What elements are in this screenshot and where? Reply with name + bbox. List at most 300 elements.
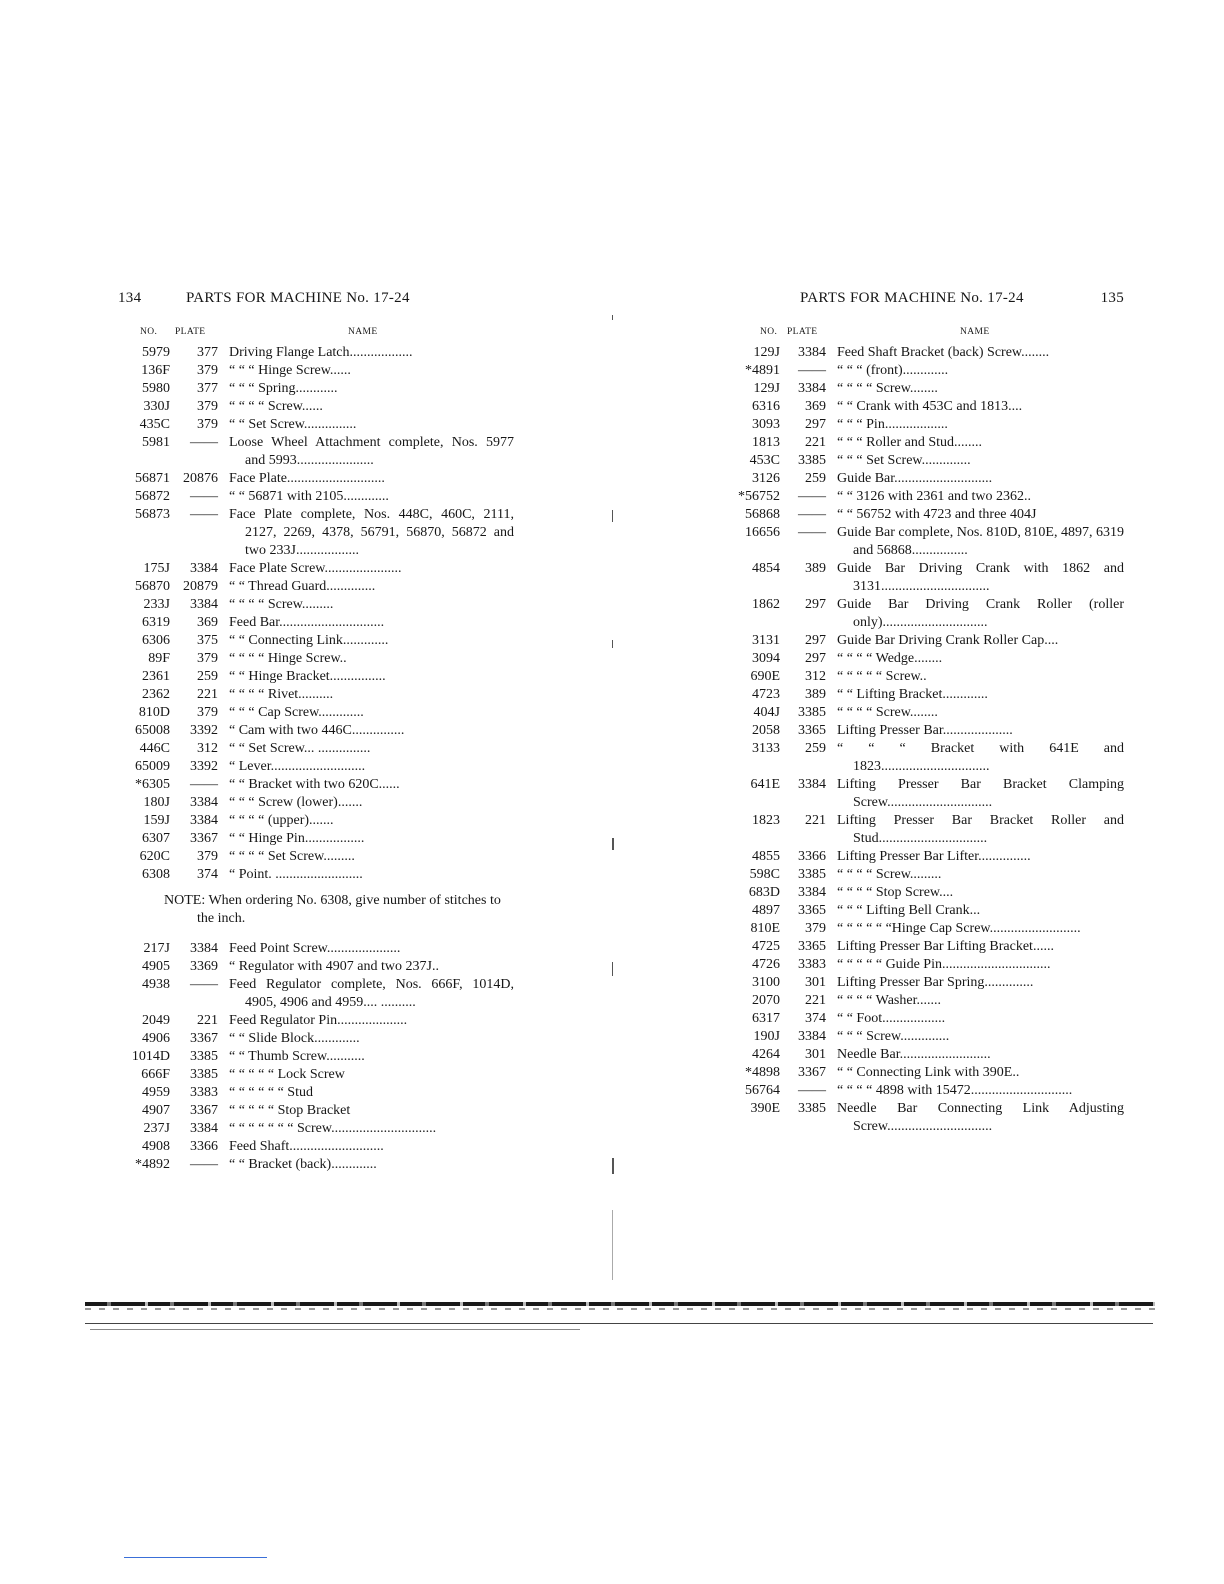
plate-number: 3384 [798,381,826,396]
part-name: Feed Regulator complete, Nos. 666F, 1014D, 4905, 4906 and 4959.... .......... [229,977,514,1010]
plate-number: 389 [805,687,826,702]
plate-number: 297 [805,633,826,648]
part-number: 641E [750,777,780,792]
table-row [118,1102,514,1120]
part-number: 1862 [752,597,780,612]
right-page-header [728,290,1124,312]
table-row [728,506,1124,524]
part-number: 159J [143,813,170,828]
plate-number: 3384 [190,561,218,576]
table-row [728,470,1124,488]
ordering-note: NOTE: When ordering No. 6308, give number of stitches to the inch. [164,893,501,926]
table-row [728,362,1124,380]
plate-number: 259 [197,669,218,684]
part-number: 435C [139,417,170,432]
part-number: 446C [139,741,170,756]
table-row [118,1156,514,1174]
part-name: “ “ “ “ “ “ “ Screw.............................. [229,1121,437,1136]
table-row [118,506,514,560]
part-name: Lifting Presser Bar Lifter............... [837,849,1031,864]
plate-number: 3367 [190,1103,218,1118]
table-row [728,1100,1124,1136]
part-number: 6306 [142,633,170,648]
part-number: 2361 [142,669,170,684]
table-row [728,632,1124,650]
part-number: 666F [141,1067,170,1082]
part-name: “ “ 56752 with 4723 and three 404J [837,507,1037,522]
plate-number: 379 [805,921,826,936]
part-number: 4726 [752,957,780,972]
table-row [118,362,514,380]
table-row [118,830,514,848]
plate-number: 3366 [798,849,826,864]
plate-number: —— [798,1083,826,1098]
plate-number: 369 [805,399,826,414]
part-name: “ “ Slide Block............. [229,1031,360,1046]
part-name: Guide Bar Driving Crank Roller Cap.... [837,633,1059,648]
table-row [728,524,1124,560]
table-row [118,1048,514,1066]
table-row [118,704,514,722]
part-number: *4898 [745,1065,780,1080]
part-number: 6316 [752,399,780,414]
part-name: Feed Regulator Pin.................... [229,1013,408,1028]
plate-number: 374 [805,1011,826,1026]
plate-number: 259 [805,741,826,756]
part-number: 136F [141,363,170,378]
table-row [728,668,1124,686]
plate-number: 3384 [190,1121,218,1136]
plate-number: 379 [197,849,218,864]
part-number: 683D [748,885,780,900]
plate-number: —— [190,777,218,792]
table-row [118,434,514,470]
part-number: 598C [749,867,780,882]
table-row [728,920,1124,938]
part-number: 56873 [135,507,170,522]
table-row [118,650,514,668]
plate-number: 3384 [798,345,826,360]
part-number: 3133 [752,741,780,756]
table-row [728,938,1124,956]
plate-number: —— [190,489,218,504]
table-row [118,1138,514,1156]
plate-number: 379 [197,417,218,432]
table-row [728,812,1124,848]
plate-number: 259 [805,471,826,486]
right-page-title: PARTS FOR MACHINE No. 17-24 [800,290,1024,306]
part-name: “ “ “ “ 4898 with 15472............................. [837,1083,1073,1098]
part-name: “ “ Hinge Bracket................ [229,669,386,684]
plate-number: —— [190,977,218,992]
plate-number: 221 [805,435,826,450]
part-name: “ “ 56871 with 2105............. [229,489,389,504]
column-header-no: NO. [140,327,158,337]
part-number: 233J [143,597,170,612]
part-name: Lifting Presser Bar Lifting Bracket...... [837,939,1054,954]
part-name: “ “ Set Screw............... [229,417,357,432]
part-number: 56872 [135,489,170,504]
table-row [728,1082,1124,1100]
part-name: “ “ “ Pin.................. [837,417,948,432]
part-name: Face Plate complete, Nos. 448C, 460C, 2111, 2127, 2269, 4378, 56791, 56870, 56872 and two 233J.................. [229,507,514,558]
part-number: 6317 [752,1011,780,1026]
plate-number: 3385 [798,453,826,468]
underline-mark [124,1557,267,1558]
part-name: “ “ “ Bracket with 641E and 1823............................... [837,741,1124,774]
part-number: 3126 [752,471,780,486]
table-row [728,398,1124,416]
column-header-plate: PLATE [175,327,206,337]
table-row [728,902,1124,920]
part-number: *6305 [135,777,170,792]
table-row [118,380,514,398]
part-name: Lifting Presser Bar Bracket Roller and Stud............................... [837,813,1124,846]
table-row [728,416,1124,434]
part-name: Face Plate............................ [229,471,385,486]
part-name: “ “ “ “ “ Stop Bracket [229,1103,351,1118]
table-row [118,1084,514,1102]
part-name: Needle Bar.......................... [837,1047,991,1062]
plate-number: 20879 [183,579,218,594]
part-name: “ “ Bracket (back)............. [229,1157,377,1172]
part-name: Needle Bar Connecting Link Adjusting Screw.............................. [837,1101,1124,1134]
part-number: 2049 [142,1013,170,1028]
plate-number: 3384 [190,597,218,612]
part-name: “ “ “ Spring............ [229,381,338,396]
part-number: 453C [749,453,780,468]
plate-number: 297 [805,651,826,666]
plate-number: 3365 [798,723,826,738]
table-row [118,976,514,1012]
part-name: Feed Bar.............................. [229,615,385,630]
part-name: “ “ Bracket with two 620C...... [229,777,400,792]
table-row [118,776,514,794]
table-row [118,758,514,776]
column-header-no: NO. [760,327,778,337]
plate-number: 379 [197,651,218,666]
table-row [118,578,514,596]
table-row [728,776,1124,812]
left-parts-list-a [118,344,514,884]
part-name: Lifting Presser Bar Spring.............. [837,975,1034,990]
plate-number: 3367 [798,1065,826,1080]
table-row [118,1030,514,1048]
part-name: Guide Bar Driving Crank with 1862 and 3131............................... [837,561,1124,594]
table-row [728,686,1124,704]
scan-artifact-line [90,1329,580,1330]
scan-artifact-line [85,1308,1155,1310]
part-name: “ “ “ Roller and Stud........ [837,435,983,450]
part-name: “ “ Foot.................. [837,1011,946,1026]
plate-number: 3365 [798,903,826,918]
table-row [118,614,514,632]
table-row [118,848,514,866]
plate-number: 375 [197,633,218,648]
plate-number: —— [190,507,218,522]
table-row [728,722,1124,740]
part-number: 89F [148,651,170,666]
plate-number: 3384 [798,777,826,792]
table-row [118,668,514,686]
part-name: “ “ “ “ Screw...... [229,399,323,414]
part-number: 129J [753,381,780,396]
part-number: 1813 [752,435,780,450]
part-number: *4892 [135,1157,170,1172]
plate-number: 221 [805,813,826,828]
table-row [118,958,514,976]
table-row [728,560,1124,596]
left-parts-list-b [118,940,514,1174]
part-number: 65009 [135,759,170,774]
plate-number: 297 [805,597,826,612]
part-number: 330J [143,399,170,414]
table-row [728,596,1124,632]
part-name: “ “ Connecting Link............. [229,633,389,648]
table-row [728,866,1124,884]
part-name: Loose Wheel Attachment complete, Nos. 5977 and 5993...................... [229,435,514,468]
part-name: “ “ “ “ “ Guide Pin............................... [837,957,1051,972]
plate-number: 374 [197,867,218,882]
part-name: “ “ “ Screw (lower)....... [229,795,363,810]
left-column-headers [118,324,514,344]
part-name: Lifting Presser Bar.................... [837,723,1013,738]
gutter-mark [612,640,613,648]
plate-number: —— [798,507,826,522]
left-page-title: PARTS FOR MACHINE No. 17-24 [186,290,410,306]
part-name: “ “ “ “ Screw......... [837,867,942,882]
part-name: “ “ “ “ “ Lock Screw [229,1067,345,1082]
right-page [728,290,1124,1136]
part-number: 2058 [752,723,780,738]
plate-number: 221 [805,993,826,1008]
table-row [118,1066,514,1084]
part-number: 4854 [752,561,780,576]
part-number: 1823 [752,813,780,828]
part-name: Face Plate Screw...................... [229,561,402,576]
table-row [728,848,1124,866]
plate-number: 3383 [190,1085,218,1100]
table-row [728,740,1124,776]
part-number: 810E [750,921,780,936]
table-row [728,344,1124,362]
plate-number: 3384 [798,1029,826,1044]
table-row [728,1046,1124,1064]
plate-number: 3385 [190,1067,218,1082]
plate-number: 312 [197,741,218,756]
table-row [118,632,514,650]
part-number: 1014D [131,1049,170,1064]
scan-artifact-line [85,1302,1155,1306]
part-name: Lifting Presser Bar Bracket Clamping Screw.............................. [837,777,1124,810]
part-number: 4959 [142,1085,170,1100]
part-number: 2070 [752,993,780,1008]
gutter-mark [612,510,613,522]
part-name: “ “ Hinge Pin................. [229,831,365,846]
plate-number: 221 [197,687,218,702]
part-name: Driving Flange Latch.................. [229,345,413,360]
plate-number: 369 [197,615,218,630]
part-name: “ “ “ “ Hinge Screw.. [229,651,347,666]
plate-number: 3384 [190,795,218,810]
plate-number: 3385 [190,1049,218,1064]
part-name: “ “ “ Lifting Bell Crank... [837,903,981,918]
gutter-mark [612,1158,614,1174]
part-number: 56764 [745,1083,780,1098]
part-number: 5979 [142,345,170,360]
plate-number: 3385 [798,1101,826,1116]
plate-number: 3384 [190,813,218,828]
part-number: 390E [750,1101,780,1116]
part-name: “ “ “ “ “ “Hinge Cap Screw.......................... [837,921,1081,936]
column-header-name: NAME [960,327,990,337]
part-number: 56870 [135,579,170,594]
right-parts-list [728,344,1124,1136]
part-number: 3131 [752,633,780,648]
table-row [118,1120,514,1138]
plate-number: 3383 [798,957,826,972]
table-row [728,992,1124,1010]
gutter-mark [612,1210,613,1280]
part-number: 217J [143,941,170,956]
part-number: 4905 [142,959,170,974]
part-number: 175J [143,561,170,576]
plate-number: 221 [197,1013,218,1028]
part-number: 6319 [142,615,170,630]
part-number: 3094 [752,651,780,666]
part-name: “ “ “ Screw.............. [837,1029,950,1044]
table-row [118,596,514,614]
plate-number: —— [798,489,826,504]
part-number: 690E [750,669,780,684]
plate-number: —— [190,1157,218,1172]
part-name: “ “ “ “ (upper)....... [229,813,334,828]
part-number: 56868 [745,507,780,522]
plate-number: 20876 [183,471,218,486]
part-name: “ “ Thread Guard.............. [229,579,376,594]
part-name: “ “ “ Hinge Screw...... [229,363,351,378]
table-row [118,488,514,506]
column-header-name: NAME [348,327,378,337]
plate-number: 3369 [190,959,218,974]
table-row [728,488,1124,506]
part-name: “ Regulator with 4907 and two 237J.. [229,959,439,974]
part-name: “ “ “ “ “ “ Stud [229,1085,313,1100]
plate-number: 3384 [798,885,826,900]
part-name: “ “ “ “ Screw......... [229,597,334,612]
part-name: “ “ Lifting Bracket............. [837,687,988,702]
part-name: “ “ Connecting Link with 390E.. [837,1065,1020,1080]
part-number: 3093 [752,417,780,432]
table-row [118,722,514,740]
part-number: 4908 [142,1139,170,1154]
plate-number: 3384 [190,941,218,956]
table-row [118,560,514,578]
part-number: 4938 [142,977,170,992]
plate-number: 379 [197,399,218,414]
table-row [728,1028,1124,1046]
table-row [728,434,1124,452]
table-row [118,940,514,958]
part-number: 5981 [142,435,170,450]
part-name: “ “ Crank with 453C and 1813.... [837,399,1023,414]
gutter-mark [612,838,614,850]
right-page-number: 135 [1100,290,1124,306]
part-number: 56871 [135,471,170,486]
table-row [728,650,1124,668]
part-number: 4906 [142,1031,170,1046]
part-number: 620C [139,849,170,864]
plate-number: 312 [805,669,826,684]
plate-number: 379 [197,363,218,378]
scan-artifact-line [85,1323,1153,1324]
plate-number: 389 [805,561,826,576]
table-row [118,416,514,434]
plate-number: 3367 [190,831,218,846]
part-number: 6308 [142,867,170,882]
plate-number: 3392 [190,759,218,774]
part-name: “ Point. ......................... [229,867,363,882]
plate-number: 297 [805,417,826,432]
part-number: *56752 [738,489,780,504]
part-number: 4907 [142,1103,170,1118]
right-column-headers [728,324,1124,344]
table-row [118,866,514,884]
part-number: 16656 [745,525,780,540]
part-name: Guide Bar complete, Nos. 810D, 810E, 4897, 6319 and 56868................ [837,525,1124,558]
table-row [728,704,1124,722]
part-name: “ “ “ Cap Screw............. [229,705,364,720]
plate-number: 3367 [190,1031,218,1046]
table-row [728,452,1124,470]
plate-number: 377 [197,345,218,360]
part-name: “ “ “ “ Stop Screw.... [837,885,954,900]
part-name: “ “ “ (front)............. [837,363,949,378]
table-row [728,1064,1124,1082]
part-number: 129J [753,345,780,360]
part-name: Guide Bar............................ [837,471,993,486]
plate-number: —— [798,363,826,378]
left-page [118,290,514,1174]
table-row [118,398,514,416]
plate-number: 3385 [798,705,826,720]
gutter-mark [612,315,613,320]
column-header-plate: PLATE [787,327,818,337]
plate-number: 3385 [798,867,826,882]
plate-number: 301 [805,975,826,990]
part-name: “ “ Thumb Screw........... [229,1049,365,1064]
left-page-number: 134 [118,290,142,306]
part-name: “ “ “ “ Set Screw......... [229,849,355,864]
part-number: 5980 [142,381,170,396]
part-number: *4891 [745,363,780,378]
part-number: 4897 [752,903,780,918]
left-page-header [118,290,514,312]
plate-number: —— [190,435,218,450]
part-number: 3100 [752,975,780,990]
table-row [118,794,514,812]
part-number: 6307 [142,831,170,846]
part-name: “ “ “ “ Screw........ [837,705,938,720]
plate-number: 377 [197,381,218,396]
part-name: “ Lever........................... [229,759,366,774]
plate-number: 379 [197,705,218,720]
part-number: 4725 [752,939,780,954]
part-name: “ “ “ “ “ Screw.. [837,669,927,684]
part-name: “ “ “ “ Rivet.......... [229,687,334,702]
table-row [118,344,514,362]
gutter-mark [612,962,613,976]
